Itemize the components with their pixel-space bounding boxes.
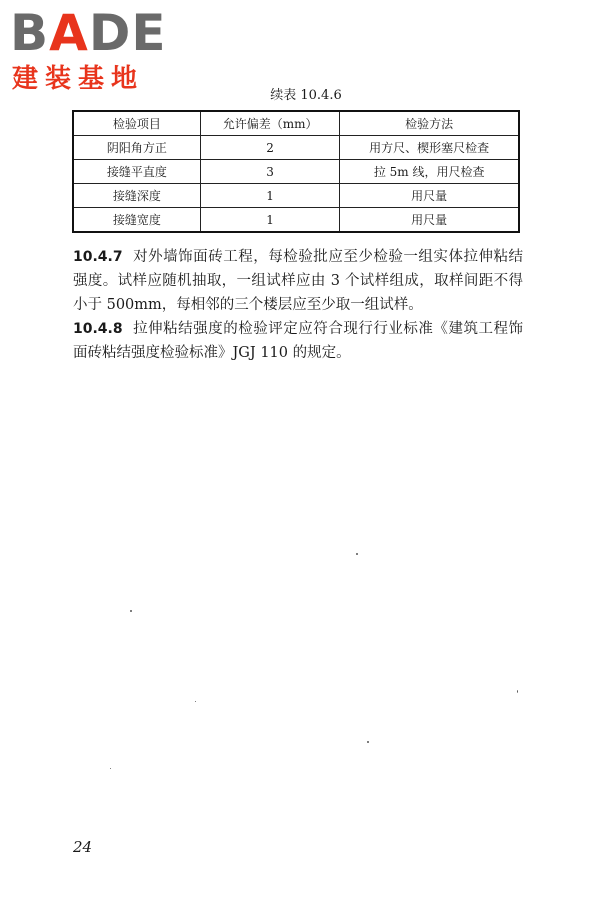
scan-speck (110, 768, 111, 769)
clause-text: 拉伸粘结强度的检验评定应符合现行行业标准《建筑工程饰面砖粘结强度检验标准》JGJ 110 的规定。 (73, 321, 523, 361)
clause-number: 10.4.8 (73, 321, 123, 337)
clause-10-4-7 (73, 245, 523, 317)
cell-method: 拉 5m 线，用尺检查 (340, 160, 519, 184)
table-header-row (73, 111, 519, 136)
table-caption: 续表 10.4.6 (270, 88, 342, 103)
header-method: 检验方法 (340, 111, 519, 136)
table-row (73, 184, 519, 208)
logo-letter-a: A (49, 4, 89, 62)
header-item: 检验项目 (73, 111, 200, 136)
scan-speck (130, 610, 132, 612)
scan-speck (195, 701, 196, 702)
clause-number: 10.4.7 (73, 249, 123, 265)
clause-10-4-8 (73, 317, 523, 365)
cell-tolerance: 3 (200, 160, 339, 184)
cell-method: 用尺量 (340, 184, 519, 208)
clause-list (73, 245, 523, 365)
logo-letters-de: DE (88, 4, 167, 62)
header-tolerance: 允许偏差（mm） (200, 111, 339, 136)
cell-item: 阴阳角方正 (73, 136, 200, 160)
scan-speck (517, 690, 518, 693)
table-row (73, 160, 519, 184)
logo-subtitle: 建装基地 (12, 64, 145, 94)
table-row (73, 208, 519, 233)
cell-method: 用方尺、楔形塞尺检查 (340, 136, 519, 160)
cell-item: 接缝平直度 (73, 160, 200, 184)
clause-text: 对外墙饰面砖工程，每检验批应至少检验一组实体拉伸粘结强度。试样应随机抽取，一组试样应由 3 个试样组成，取样间距不得小于 500mm，每相邻的三个楼层应至少取一组试样。 (73, 249, 523, 313)
scan-speck (356, 553, 358, 555)
inspection-table (72, 110, 520, 233)
page-number: 24 (73, 838, 93, 856)
cell-item: 接缝深度 (73, 184, 200, 208)
cell-tolerance: 1 (200, 184, 339, 208)
logo-letter-b: B (10, 4, 50, 62)
brand-logo (10, 6, 185, 98)
cell-method: 用尺量 (340, 208, 519, 233)
cell-item: 接缝宽度 (73, 208, 200, 233)
table-row (73, 136, 519, 160)
scan-speck (367, 741, 369, 743)
cell-tolerance: 1 (200, 208, 339, 233)
logo-wordmark (10, 6, 167, 60)
cell-tolerance: 2 (200, 136, 339, 160)
